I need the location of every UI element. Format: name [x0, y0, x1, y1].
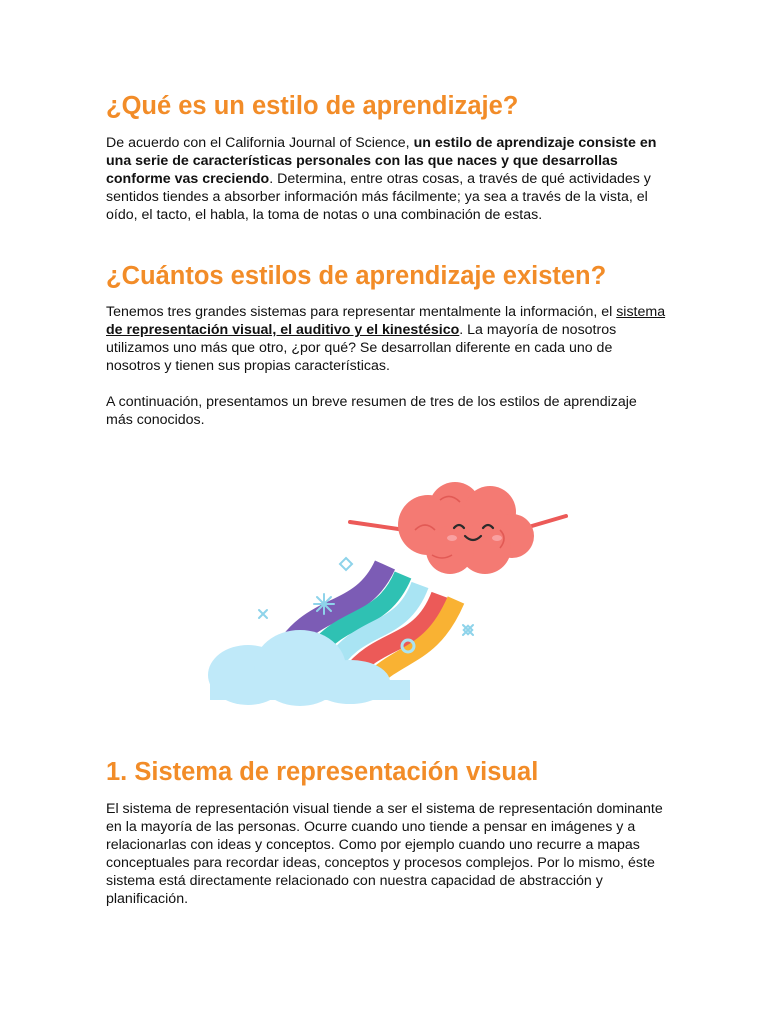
section-title-how-many-styles: ¿Cuántos estilos de aprendizaje existen? [106, 262, 607, 290]
paragraph-text: . La mayoría de nosotros utilizamos uno más que otro, ¿por qué? Se desarrollan diferente en cada uno de nosotros y tienen sus propias características. [106, 322, 617, 374]
paragraph-text: De acuerdo con el California Journal of Science, [106, 135, 414, 151]
section-title-learning-style: ¿Qué es un estilo de aprendizaje? [106, 92, 519, 120]
systems-link-plain: sistema [616, 304, 666, 320]
section-title-visual-system: 1. Sistema de representación visual [106, 758, 539, 786]
brain-left-arm [350, 522, 405, 530]
paragraph-text: . Determina, entre otras cosas, a través de qué actividades y sentidos tiendes a absorber información más fácilmente; ya sea a través de la vista, el oído, el tacto, el habla, la toma de notas o una combinación de estas. [106, 171, 651, 223]
paragraph-three-systems [106, 303, 666, 375]
paragraph-summary-intro: A continuación, presentamos un breve resumen de tres de los estilos de aprendizaje más conocidos. [106, 394, 637, 428]
paragraph-bold-text: un estilo de aprendizaje consiste en una serie de características personales con las que naces y que desarrollas conforme vas creciendo [106, 135, 657, 187]
systems-link-bold: de representación visual, el auditivo y el kinestésico [106, 322, 460, 338]
paragraph-learning-style-definition [106, 134, 666, 224]
rainbow-brain-icon [200, 470, 580, 710]
paragraph-text: Tenemos tres grandes sistemas para representar mentalmente la información, el [106, 304, 617, 320]
paragraph-visual-system: El sistema de representación visual tiende a ser el sistema de representación dominante en la mayoría de las personas. Ocurre cuando uno tiende a pensar en imágenes y a relacionarlas con ideas y conceptos. Como por ejemplo cuando uno recurre a mapas conceptuales para recordar ideas, conceptos y procesos complejos. Por lo mismo, éste sistema está directamente relacionado con nuestra capacidad de abstracción y planificación. [106, 801, 663, 907]
